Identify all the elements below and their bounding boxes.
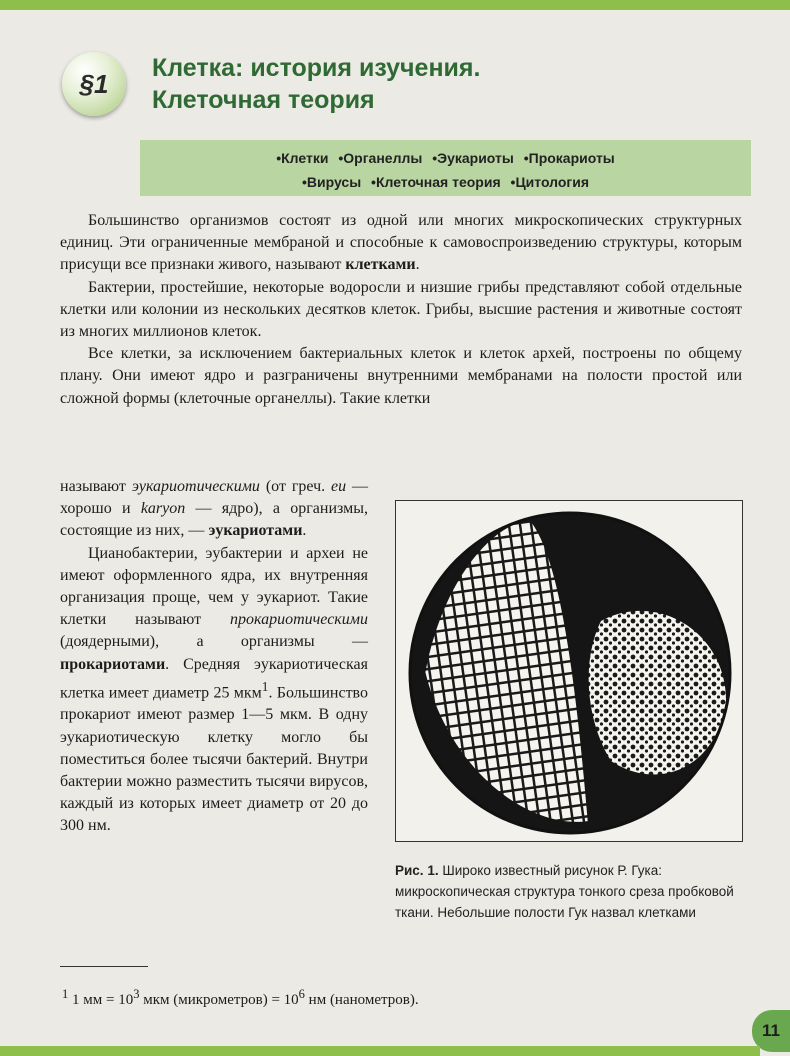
- left-column-text: [60, 476, 368, 838]
- figure-caption-text: Широко известный рисунок Р. Гука: микроскопическая структура тонкого среза пробковой ткани. Небольшие полости Гук назвал клетками: [395, 863, 734, 920]
- figure-1: [395, 500, 743, 842]
- keyword: • Прокариоты: [524, 150, 615, 166]
- keywords-row-1: [140, 146, 751, 170]
- paragraph-1: [60, 210, 742, 277]
- term-prokaryotic: прокариотическими: [230, 611, 368, 629]
- footnote-ref[interactable]: 1: [261, 678, 269, 694]
- text-run: Цианобактерии, эубактерии и археи не имеют оформленного ядра, их внутренняя организация проще, чем у эукариот. Такие клетки называют: [60, 544, 368, 629]
- keyword: • Эукариоты: [432, 150, 514, 166]
- exponent: 3: [133, 987, 140, 1001]
- keywords-band: [140, 140, 751, 196]
- paragraph-4: [60, 543, 368, 838]
- greek-karyon: karyon: [140, 500, 186, 518]
- hooke-cork-illustration: [396, 501, 742, 841]
- keywords-row-2: [140, 170, 751, 194]
- top-accent-bar: [0, 0, 790, 10]
- keyword: • Клетки: [276, 150, 328, 166]
- paragraph-3: Все клетки, за исключением бактериальных клеток и клеток архей, построены по общему плану. Они имеют ядро и разграничены внутренними мембранами на полости простой или сложной формы (клеточные органеллы). Такие клетки: [60, 345, 742, 407]
- keyword: • Органеллы: [338, 150, 422, 166]
- text-run: нм (нанометров).: [304, 992, 419, 1008]
- paragraph-3-continued: [60, 476, 368, 543]
- text-run: (от греч.: [259, 478, 332, 495]
- text-run: . Средняя эукариотическая клетка имеет диаметр 25 мкм: [60, 655, 368, 702]
- title-line-1: Клетка: история изучения.: [152, 54, 481, 82]
- figure-label: Рис. 1.: [395, 863, 439, 878]
- figure-caption: [395, 860, 745, 923]
- title-line-2: Клеточная теория: [152, 86, 375, 114]
- section-badge: [62, 52, 126, 116]
- term-cells: клетками: [345, 256, 416, 274]
- text-run: (доядерными), а организмы —: [60, 633, 368, 651]
- punctuation: .: [302, 522, 307, 540]
- text-run: — ядро), а организмы, состоящие из них, —: [60, 500, 368, 540]
- text-run: называют: [60, 478, 132, 495]
- text-run: — хорошо и: [60, 478, 369, 518]
- term-prokaryotes: прокариотами: [60, 655, 166, 673]
- keyword: • Клеточная теория: [371, 174, 501, 190]
- term-eukaryotes: эукариотами: [208, 522, 303, 540]
- keyword: • Вирусы: [302, 174, 361, 190]
- paragraph-text: Большинство организмов состоят из одной или многих микроскопических структурных единиц. Эти ограниченные мембраной и способные к самовоспроизведению структуры, которым присущи все признаки живого, называют: [60, 212, 742, 274]
- section-number: §1: [79, 68, 109, 99]
- body-text: [60, 210, 742, 410]
- punctuation: .: [415, 256, 420, 274]
- text-run: 1 мм = 10: [68, 992, 134, 1008]
- paragraph-2: Бактерии, простейшие, некоторые водоросли и низшие грибы представляют собой отдельные клетки или колонии из нескольких десятков клеток. Грибы, высшие растения и животные состоят из многих миллионов клеток.: [60, 278, 742, 341]
- text-run: . Большинство прокариот имеют размер 1—5 мкм. В одну эукариотическую клетку могло бы поместиться более тысячи бактерий. Внутри бактерии можно разместить тысячи вирусов, каждый из которых имеет диаметр от 20 до 300 нм.: [60, 684, 369, 835]
- bottom-accent-bar: [0, 1046, 760, 1056]
- page-number-text: 11: [762, 1021, 780, 1040]
- section-title: [152, 52, 752, 116]
- footnote-divider: [60, 966, 148, 967]
- greek-eu: eu: [331, 478, 347, 495]
- text-run: мкм (микрометров) = 10: [139, 992, 299, 1008]
- term-eukaryotic: эукариотическими: [131, 478, 260, 495]
- keyword: • Цитология: [511, 174, 589, 190]
- footnote-mark: 1: [62, 987, 69, 1001]
- exponent: 6: [298, 987, 305, 1001]
- footnote: [60, 984, 744, 1010]
